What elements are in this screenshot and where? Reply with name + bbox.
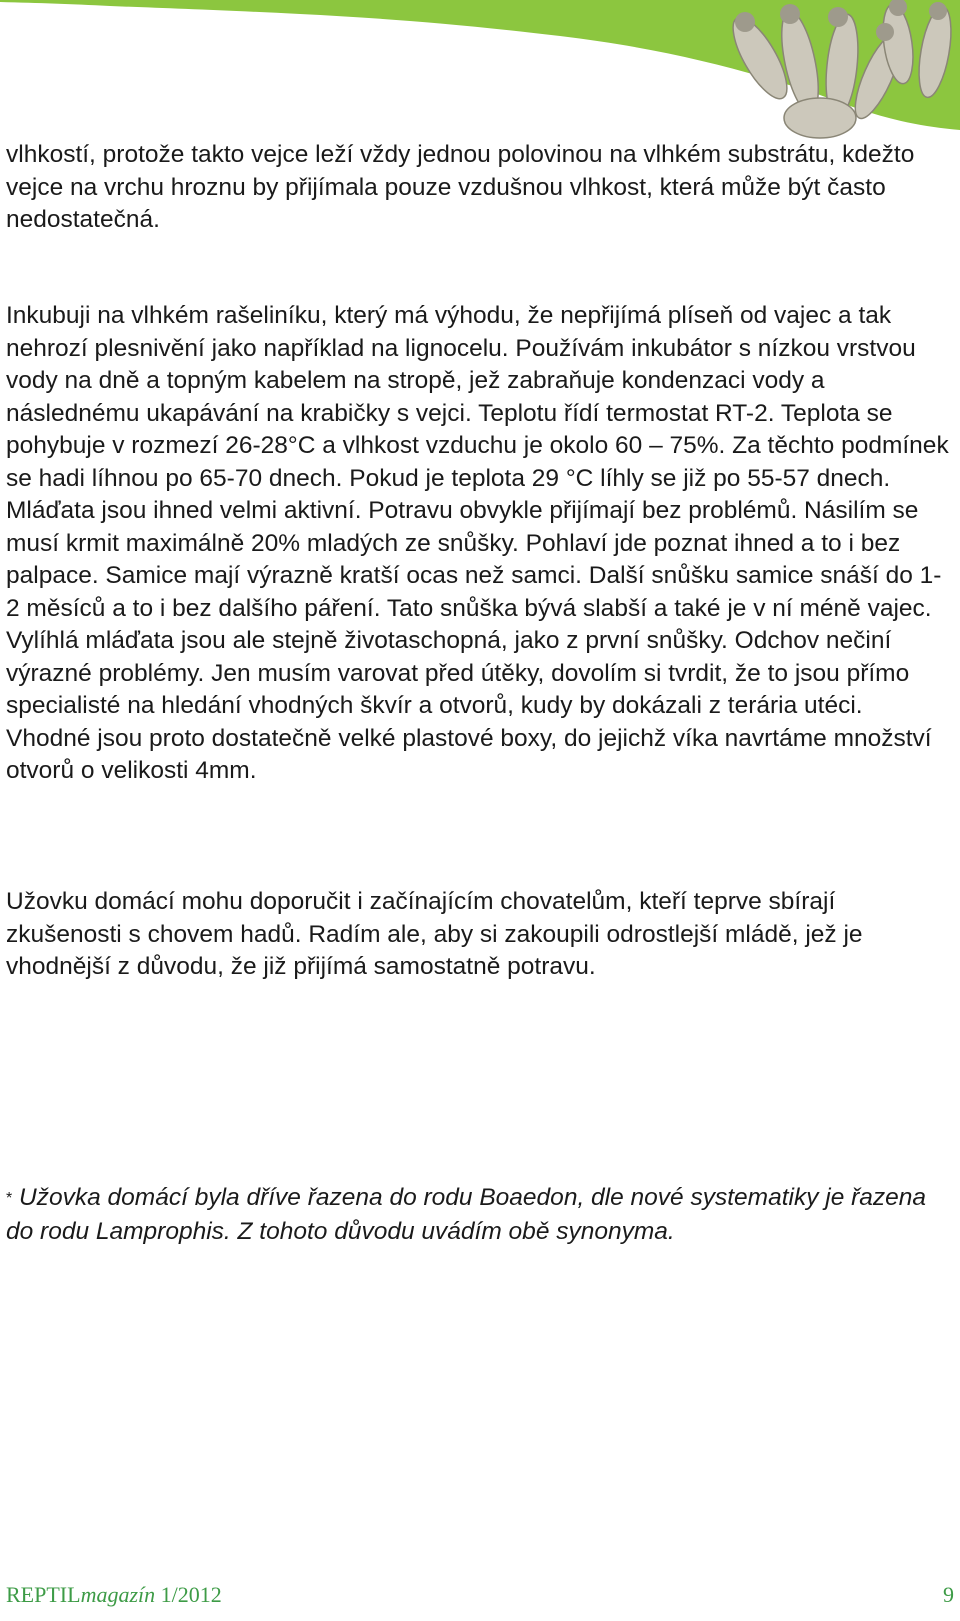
magazine-brand: [6, 1582, 222, 1608]
header-decoration: [0, 0, 960, 140]
body-paragraph: Inkubuji na vlhkém rašeliníku, který má výhodu, že nepřijímá plíseň od vajec a tak nehrozí plesnivění jako například na lignocelu. Používám inkubátor s nízkou vrstvou vody na dně a topným kabelem na stropě, jež zabraňuje kondenzaci vody a následnému ukapávání na krabičky s vejci. Teplotu řídí termostat RT-2. Teplota se pohybuje v rozmezí 26-28°C a vlhkost vzduchu je okolo 60 – 75%. Za těchto podmínek se hadi líhnou po 65-70 dnech. Pokud je teplota 29 °C líhly se již po 55-57 dnech. Mláďata jsou ihned velmi aktivní. Potravu obvykle přijímají bez problémů. Násilím se musí krmit maximálně 20% mladých ze snůšky. Pohlaví jde poznat ihned a to i bez palpace. Samice mají výrazně kratší ocas než samci. Další snůšku samice snáší do 1-2 měsíců a to i bez dalšího páření. Tato snůška bývá slabší a také je v ní méně vajec. Vylíhlá mláďata jsou ale stejně životaschopná, jako z první snůšky. Odchov nečiní výrazné problémy. Jen musím varovat před útěky, dovolím si tvrdit, že to jsou přímo specialisté na hledání vhodných škvír a otvorů, kudy by dokázali z terária utéci. Vhodné jsou proto dostatečně velké plastové boxy, do jejichž víka navrtáme množství otvorů o velikosti 4mm.: [6, 302, 949, 784]
brand-italic: magazín: [80, 1582, 156, 1607]
green-banner-with-gecko-feet: [0, 0, 960, 140]
issue-label: 1/2012: [155, 1582, 222, 1607]
footnote: [6, 1181, 951, 1248]
body-paragraph: vlhkostí, protože takto vejce leží vždy jednou polovinou na vlhkém substrátu, kdežto vejce na vrchu hroznu by přijímala pouze vzdušnou vlhkost, která může být často nedostatečná.: [6, 141, 915, 233]
footnote-text: Užovka domácí byla dříve řazena do rodu Boaedon, dle nové systematiky je řazena do rodu Lamprophis. Z tohoto důvodu uvádím obě synonyma.: [6, 1184, 927, 1245]
page-number: 9: [943, 1582, 954, 1607]
brand-upper: REPTIL: [6, 1582, 81, 1607]
footnote-mark: *: [6, 1190, 13, 1207]
body-paragraph: Užovku domácí mohu doporučit i začínajícím chovatelům, kteří teprve sbírají zkušenosti s chovem hadů. Radím ale, aby si zakoupili odrostlejší mládě, jež je vhodnější z důvodu, že již přijímá samostatně potravu.: [6, 888, 863, 980]
page-footer: [6, 1582, 954, 1616]
